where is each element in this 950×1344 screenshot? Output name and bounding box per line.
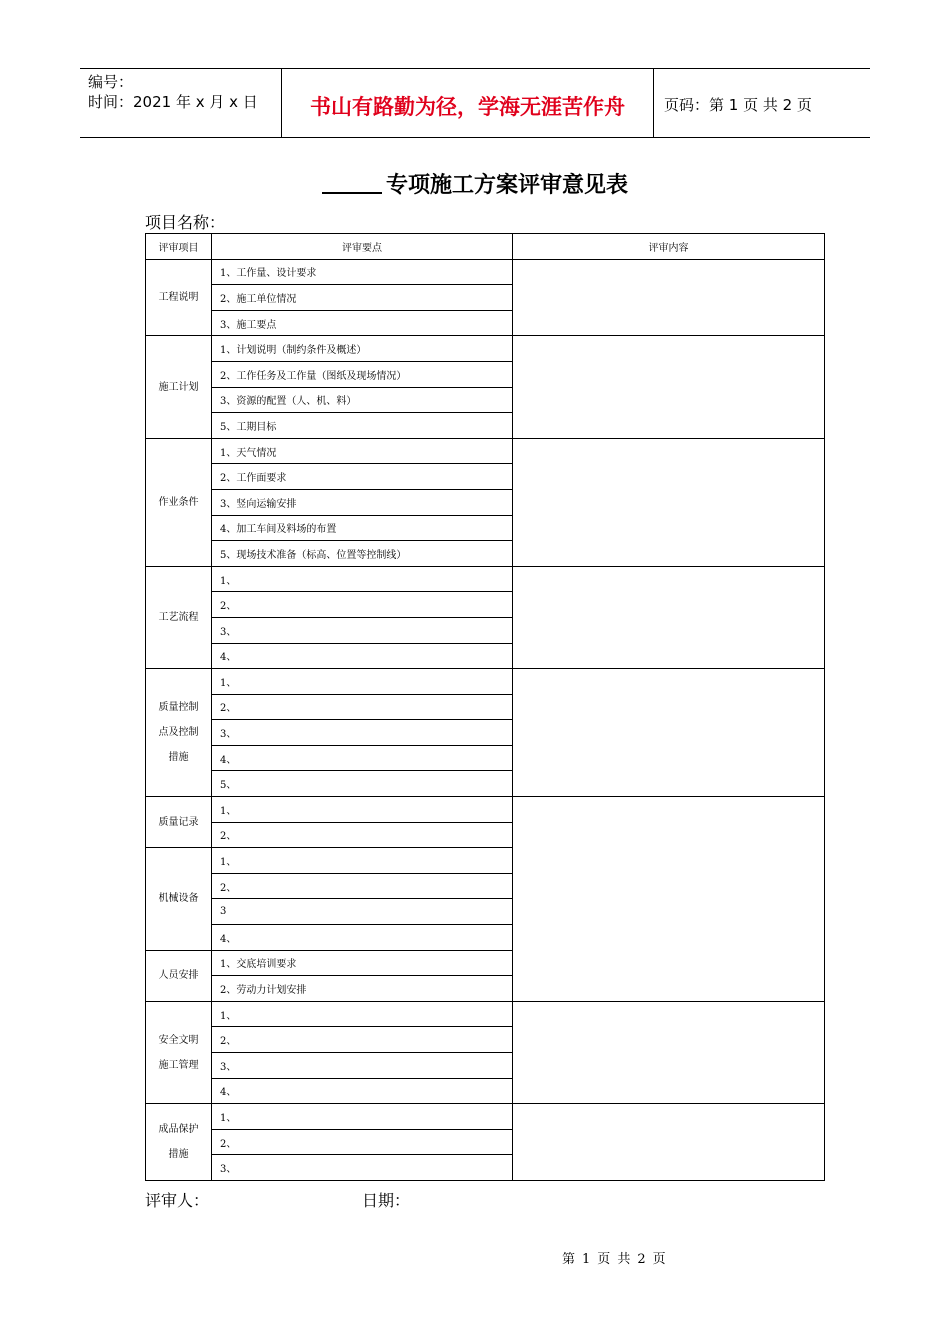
- review-point-cell: 1、工作量、设计要求: [212, 259, 513, 285]
- review-table: [145, 233, 825, 1181]
- review-point-cell: 4、: [212, 1078, 513, 1104]
- review-item-label: 点及控制: [158, 727, 199, 739]
- review-point-cell: 1、: [212, 1001, 513, 1027]
- header-review-content: 评审内容: [513, 234, 825, 260]
- header-motto: 书山有路勤为径，学海无涯苦作舟: [282, 69, 654, 137]
- pager-suffix: 页: [652, 1252, 666, 1267]
- review-item-label: 工程说明: [158, 291, 199, 303]
- pager-prefix: 第: [562, 1252, 576, 1267]
- review-item-cell: [146, 566, 212, 668]
- review-point-cell: 4、: [212, 643, 513, 669]
- review-content-cell[interactable]: [513, 1001, 825, 1103]
- pager-total-prefix: 共: [617, 1252, 631, 1267]
- review-point-cell: 5、: [212, 771, 513, 797]
- pager-current: 1: [582, 1252, 591, 1267]
- review-point-cell: 3、: [212, 720, 513, 746]
- title-blank-line: [322, 192, 382, 194]
- review-item-label: 质量记录: [158, 816, 199, 828]
- review-item-label: 机械设备: [158, 893, 199, 905]
- review-item-label: 质量控制: [158, 702, 199, 714]
- review-point-cell: 2、施工单位情况: [212, 285, 513, 311]
- review-point-cell: 1、: [212, 566, 513, 592]
- review-item-label: 作业条件: [158, 496, 199, 508]
- pager-total: 2: [637, 1252, 646, 1267]
- table-row: [146, 259, 825, 285]
- review-point-cell: 1、: [212, 848, 513, 874]
- review-content-cell[interactable]: [513, 438, 825, 566]
- header-page-label: 页码：第 1 页 共 2 页: [664, 95, 812, 114]
- review-point-cell: 5、工期目标: [212, 413, 513, 439]
- review-point-cell: 1、天气情况: [212, 438, 513, 464]
- header-review-item: 评审项目: [146, 234, 212, 260]
- review-point-cell: 3、施工要点: [212, 310, 513, 336]
- review-item-cell: [146, 669, 212, 797]
- review-item-label: 工艺流程: [158, 611, 199, 623]
- review-item-cell: [146, 438, 212, 566]
- table-row: [146, 669, 825, 695]
- review-point-cell: 2、: [212, 1027, 513, 1053]
- time-label: 时间：2021 年 x 月 x 日: [88, 93, 258, 111]
- review-point-cell: 5、现场技术准备（标高、位置等控制线）: [212, 541, 513, 567]
- review-item-label: 措施: [168, 1149, 189, 1161]
- review-item-cell: [146, 797, 212, 848]
- review-point-cell: 3、: [212, 617, 513, 643]
- review-point-cell: 3、: [212, 1053, 513, 1079]
- review-content-cell[interactable]: [513, 669, 825, 797]
- review-item-label: 施工计划: [158, 381, 199, 393]
- review-point-cell: 3、竖向运输安排: [212, 489, 513, 515]
- review-point-cell: 2、劳动力计划安排: [212, 976, 513, 1002]
- title-text: 专项施工方案评审意见表: [385, 173, 628, 198]
- review-table-body: [146, 259, 825, 1180]
- review-point-cell: 1、交底培训要求: [212, 950, 513, 976]
- project-name-label: 项目名称：: [145, 213, 226, 232]
- table-row: [146, 1001, 825, 1027]
- review-point-cell: 1、: [212, 669, 513, 695]
- review-item-label: 施工管理: [158, 1059, 199, 1071]
- review-content-cell[interactable]: [513, 797, 825, 1002]
- table-header-row: [146, 234, 825, 260]
- review-item-label: 安全文明: [158, 1034, 199, 1046]
- review-point-cell: 1、: [212, 1104, 513, 1130]
- header-review-points: 评审要点: [212, 234, 513, 260]
- review-item-label: 措施: [168, 752, 189, 764]
- review-point-cell: 3: [212, 899, 513, 925]
- table-row: [146, 566, 825, 592]
- review-content-cell[interactable]: [513, 259, 825, 336]
- document-title: [0, 168, 950, 199]
- review-point-cell: 2、: [212, 1129, 513, 1155]
- review-point-cell: 2、: [212, 822, 513, 848]
- review-content-cell[interactable]: [513, 336, 825, 438]
- review-point-cell: 2、工作任务及工作量（图纸及现场情况）: [212, 361, 513, 387]
- number-label: 编号：: [88, 73, 134, 91]
- review-item-cell: [146, 259, 212, 336]
- review-point-cell: 3、资源的配置（人、机、料）: [212, 387, 513, 413]
- date-label: 日期：: [362, 1191, 411, 1210]
- header-meta: [80, 69, 282, 137]
- review-point-cell: 4、: [212, 745, 513, 771]
- review-point-cell: 3、: [212, 1155, 513, 1181]
- review-content-cell[interactable]: [513, 1104, 825, 1181]
- review-item-label: 人员安排: [158, 970, 199, 982]
- review-point-cell: 2、: [212, 592, 513, 618]
- table-row: [146, 336, 825, 362]
- table-row: [146, 797, 825, 823]
- review-point-cell: 2、: [212, 873, 513, 899]
- review-item-cell: [146, 950, 212, 1001]
- review-point-cell: 1、: [212, 797, 513, 823]
- review-point-cell: 4、: [212, 925, 513, 951]
- reviewer-label: 评审人：: [145, 1191, 210, 1210]
- review-item-cell: [146, 1001, 212, 1103]
- pager-page-word: 页: [597, 1252, 611, 1267]
- review-item-cell: [146, 336, 212, 438]
- page-header: [80, 68, 870, 138]
- review-point-cell: 1、计划说明（制约条件及概述）: [212, 336, 513, 362]
- review-point-cell: 2、工作面要求: [212, 464, 513, 490]
- table-row: [146, 438, 825, 464]
- review-item-label: 成品保护: [158, 1124, 199, 1136]
- page-footer: [562, 1248, 673, 1267]
- review-point-cell: 4、加工车间及料场的布置: [212, 515, 513, 541]
- review-content-cell[interactable]: [513, 566, 825, 668]
- review-item-cell: [146, 1104, 212, 1181]
- table-row: [146, 1104, 825, 1130]
- review-item-cell: [146, 848, 212, 950]
- review-point-cell: 2、: [212, 694, 513, 720]
